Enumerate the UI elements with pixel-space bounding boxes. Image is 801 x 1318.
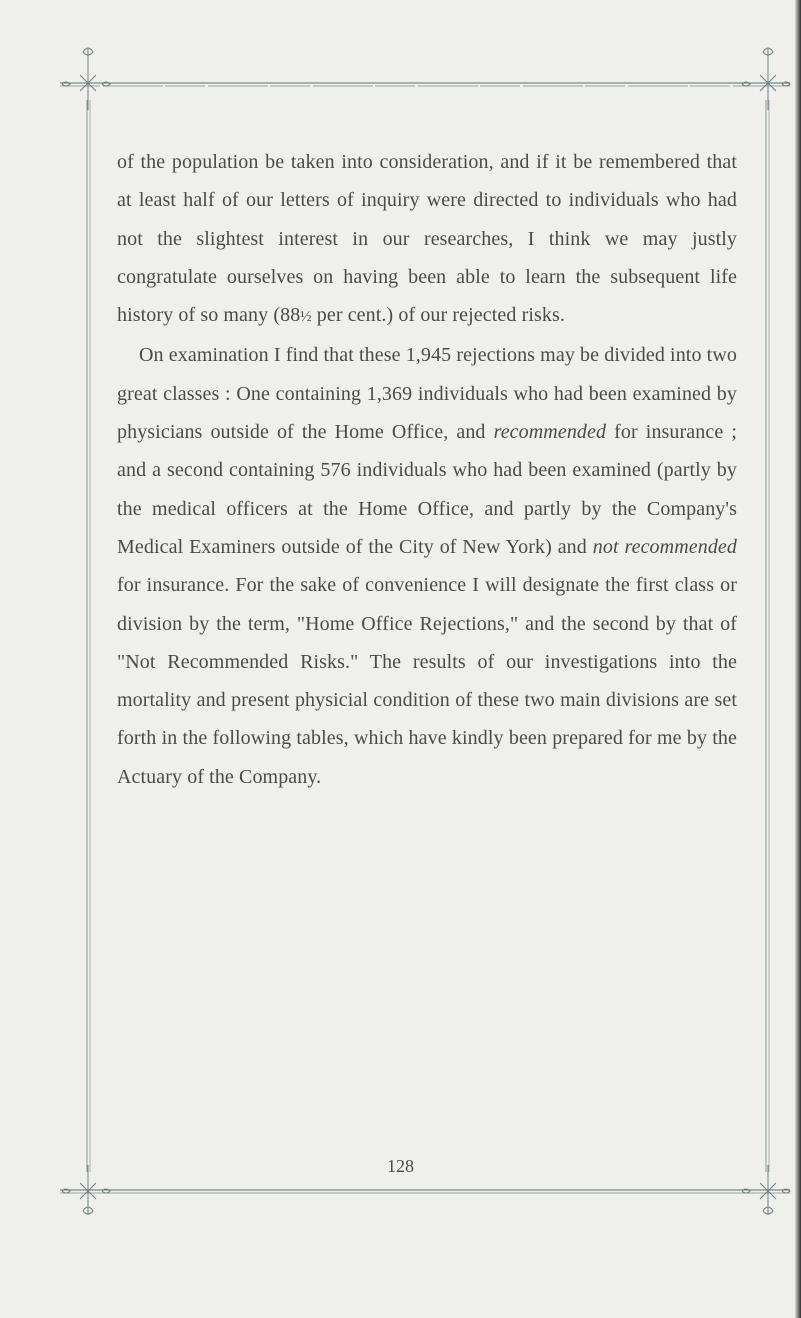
- text-segment: per cent.) of our rejected risks.: [311, 304, 565, 327]
- right-border-rule: [766, 100, 769, 1172]
- body-text: [117, 143, 737, 796]
- corner-ornament-top-left: [62, 48, 110, 110]
- fraction-half: ½: [300, 309, 312, 326]
- text-segment: of the population be taken into consideration, and if it be remembered that at least half of our letters of inquiry were directed to individuals who had not the slightest interest in our researches, I think we may justly congratulate ourselves on having been able to learn the subsequent life history of so many (88: [117, 151, 737, 327]
- text-segment: On examination I find that these 1,945 rejections may be divided into two great classes : One containing 1,369 individuals who had been examined by physicians outside of the Home Office, and: [117, 344, 737, 444]
- paragraph: [117, 143, 737, 336]
- paragraph: [117, 336, 737, 796]
- text-segment: for insurance. For the sake of convenience I will designate the first class or division by the term, "Home Office Rejections," and the second by that of "Not Recommended Risks." The results of our investigations into the mortality and present physicial condition of these two main divisions are set forth in the following tables, which have kindly been prepared for me by the Actuary of the Company.: [117, 574, 737, 788]
- page-number: 128: [387, 1156, 414, 1176]
- italic-text: not recommended: [592, 535, 737, 558]
- top-border-rule: [60, 83, 790, 86]
- left-border-rule: [87, 100, 90, 1172]
- italic-text: recommended: [493, 421, 607, 444]
- bottom-border-rule: [60, 1190, 790, 1193]
- page-edge-shadow: [795, 0, 801, 1318]
- text-segment: for insurance ; and a second containing 576 individuals who had been examined (partly by the medical officers at the Home Office, and partly by the Company's Medical Examiners outside of the City of New York) and: [117, 421, 737, 558]
